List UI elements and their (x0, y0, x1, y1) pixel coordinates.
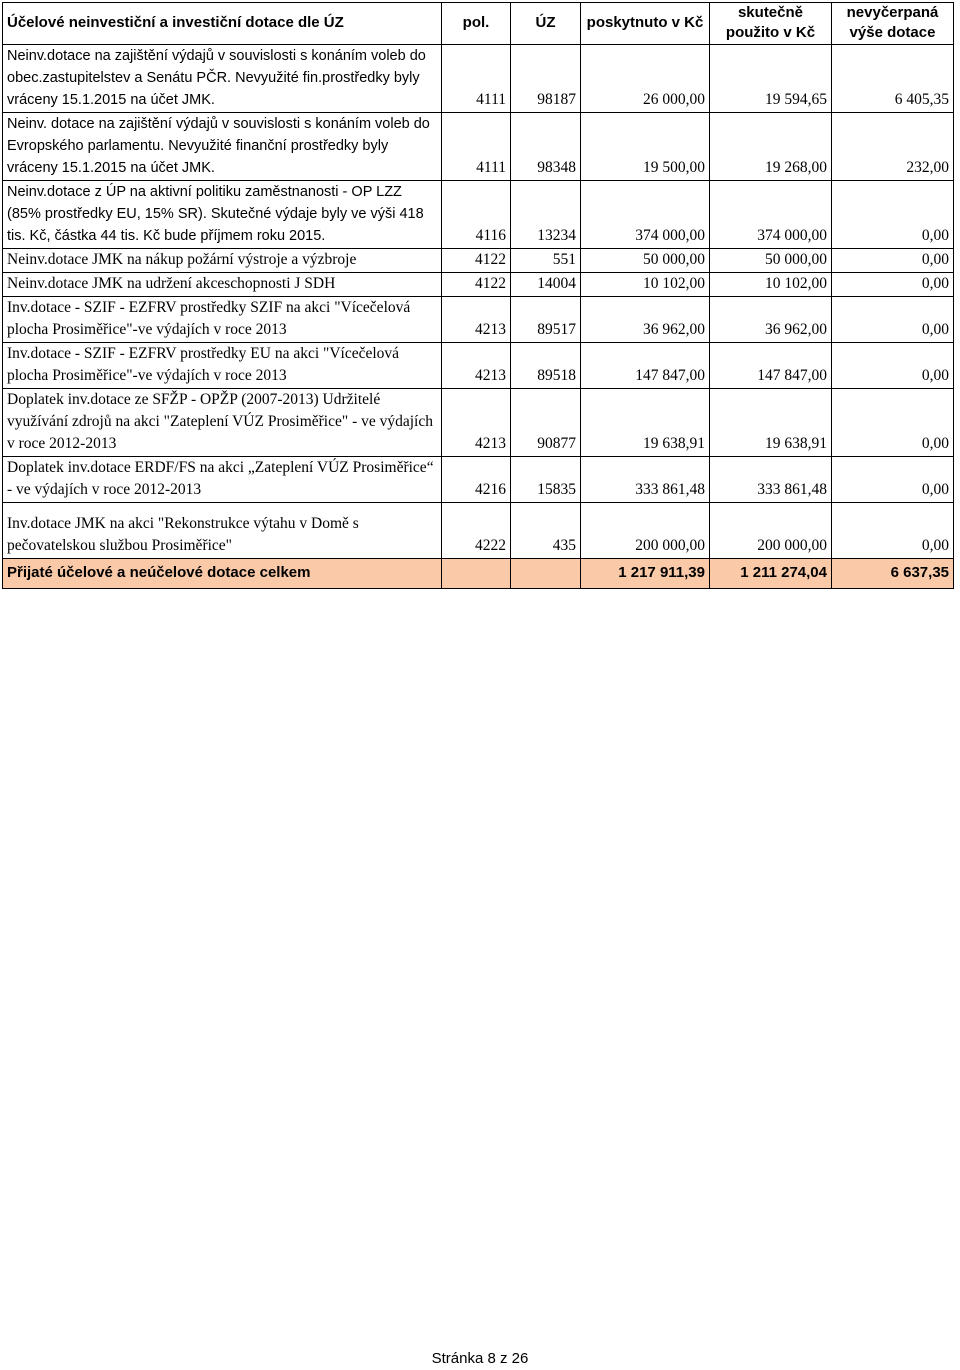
row-pol: 4213 (442, 297, 511, 343)
spacer-cell (832, 503, 954, 514)
header-description: Účelové neinvestiční a investiční dotace dle ÚZ (3, 3, 442, 45)
table-row (3, 389, 954, 457)
total-uz (511, 559, 581, 589)
row-unused: 0,00 (832, 249, 954, 273)
row-uz: 551 (511, 249, 581, 273)
row-unused: 0,00 (832, 389, 954, 457)
row-used: 333 861,48 (710, 457, 832, 503)
row-uz: 89517 (511, 297, 581, 343)
table-row (3, 457, 954, 503)
table-row (3, 343, 954, 389)
row-used: 19 594,65 (710, 45, 832, 113)
row-uz: 14004 (511, 273, 581, 297)
row-description: Doplatek inv.dotace ze SFŽP - OPŽP (2007-2013) Udržitelé využívání zdrojů na akci "Zateplení VÚZ Prosiměřice" - ve výdajích v roce 2012-2013 (3, 389, 442, 457)
row-unused: 0,00 (832, 457, 954, 503)
row-description: Inv.dotace - SZIF - EZFRV prostředky EU na akci "Vícečelová plocha Prosiměřice"-ve výdajích v roce 2013 (3, 343, 442, 389)
row-description: Inv.dotace - SZIF - EZFRV prostředky SZIF na akci "Vícečelová plocha Prosiměřice"-ve výdajích v roce 2013 (3, 297, 442, 343)
row-unused: 0,00 (832, 181, 954, 249)
row-pol: 4116 (442, 181, 511, 249)
row-used: 200 000,00 (710, 513, 832, 559)
row-description: Neinv.dotace z ÚP na aktivní politiku zaměstnanosti - OP LZZ (85% prostředky EU, 15% SR). Skutečné výdaje byly ve výši 418 tis. Kč, částka 44 tis. Kč bude příjmem roku 2015. (3, 181, 442, 249)
row-uz: 90877 (511, 389, 581, 457)
row-provided: 26 000,00 (581, 45, 710, 113)
row-description: Neinv.dotace JMK na udržení akceschopnosti J SDH (3, 273, 442, 297)
row-description: Inv.dotace JMK na akci "Rekonstrukce výtahu v Domě s pečovatelskou službou Prosiměřice" (3, 513, 442, 559)
row-provided: 19 638,91 (581, 389, 710, 457)
row-pol: 4213 (442, 343, 511, 389)
page-footer: Stránka 8 z 26 (431, 1350, 529, 1367)
row-uz: 435 (511, 513, 581, 559)
row-provided: 333 861,48 (581, 457, 710, 503)
row-used: 374 000,00 (710, 181, 832, 249)
spacer-cell (442, 503, 511, 514)
row-description: Neinv.dotace JMK na nákup požární výstroje a výzbroje (3, 249, 442, 273)
row-pol: 4222 (442, 513, 511, 559)
row-used: 147 847,00 (710, 343, 832, 389)
row-pol: 4213 (442, 389, 511, 457)
row-unused: 0,00 (832, 297, 954, 343)
row-uz: 98187 (511, 45, 581, 113)
header-provided: poskytnuto v Kč (581, 3, 710, 45)
row-used: 50 000,00 (710, 249, 832, 273)
row-pol: 4216 (442, 457, 511, 503)
row-pol: 4122 (442, 249, 511, 273)
table-row (3, 273, 954, 297)
table-row (3, 249, 954, 273)
spacer-cell (511, 503, 581, 514)
table-row (3, 45, 954, 113)
header-unused: nevyčerpaná výše dotace (832, 3, 954, 45)
table-row (3, 113, 954, 181)
row-uz: 89518 (511, 343, 581, 389)
subsidy-table (2, 2, 954, 589)
row-provided: 36 962,00 (581, 297, 710, 343)
row-unused: 6 405,35 (832, 45, 954, 113)
row-provided: 374 000,00 (581, 181, 710, 249)
row-pol: 4122 (442, 273, 511, 297)
total-row (3, 559, 954, 589)
spacer-row (3, 503, 954, 514)
table-row (3, 513, 954, 559)
row-uz: 15835 (511, 457, 581, 503)
header-row (3, 3, 954, 45)
row-used: 19 638,91 (710, 389, 832, 457)
header-pol: pol. (442, 3, 511, 45)
row-pol: 4111 (442, 113, 511, 181)
row-used: 10 102,00 (710, 273, 832, 297)
spacer-cell (710, 503, 832, 514)
row-provided: 200 000,00 (581, 513, 710, 559)
table-row (3, 297, 954, 343)
total-label: Přijaté účelové a neúčelové dotace celkem (3, 559, 442, 589)
row-unused: 0,00 (832, 343, 954, 389)
row-used: 19 268,00 (710, 113, 832, 181)
row-unused: 0,00 (832, 273, 954, 297)
row-unused: 232,00 (832, 113, 954, 181)
header-used: skutečně použito v Kč (710, 3, 832, 45)
spacer-cell (3, 503, 442, 514)
row-provided: 10 102,00 (581, 273, 710, 297)
spacer-cell (581, 503, 710, 514)
row-unused: 0,00 (832, 513, 954, 559)
row-provided: 147 847,00 (581, 343, 710, 389)
table-row (3, 181, 954, 249)
row-description: Doplatek inv.dotace ERDF/FS na akci „Zateplení VÚZ Prosiměřice“ - ve výdajích v roce 2012-2013 (3, 457, 442, 503)
row-used: 36 962,00 (710, 297, 832, 343)
total-pol (442, 559, 511, 589)
row-uz: 98348 (511, 113, 581, 181)
header-uz: ÚZ (511, 3, 581, 45)
row-uz: 13234 (511, 181, 581, 249)
row-provided: 19 500,00 (581, 113, 710, 181)
total-unused: 6 637,35 (832, 559, 954, 589)
row-description: Neinv. dotace na zajištění výdajů v souvislosti s konáním voleb do Evropského parlamentu. Nevyužité finanční prostředky byly vráceny 15.1.2015 na účet JMK. (3, 113, 442, 181)
row-pol: 4111 (442, 45, 511, 113)
total-used: 1 211 274,04 (710, 559, 832, 589)
row-provided: 50 000,00 (581, 249, 710, 273)
total-provided: 1 217 911,39 (581, 559, 710, 589)
row-description: Neinv.dotace na zajištění výdajů v souvislosti s konáním voleb do obec.zastupitelstev a Senátu PČR. Nevyužité fin.prostředky byly vráceny 15.1.2015 na účet JMK. (3, 45, 442, 113)
